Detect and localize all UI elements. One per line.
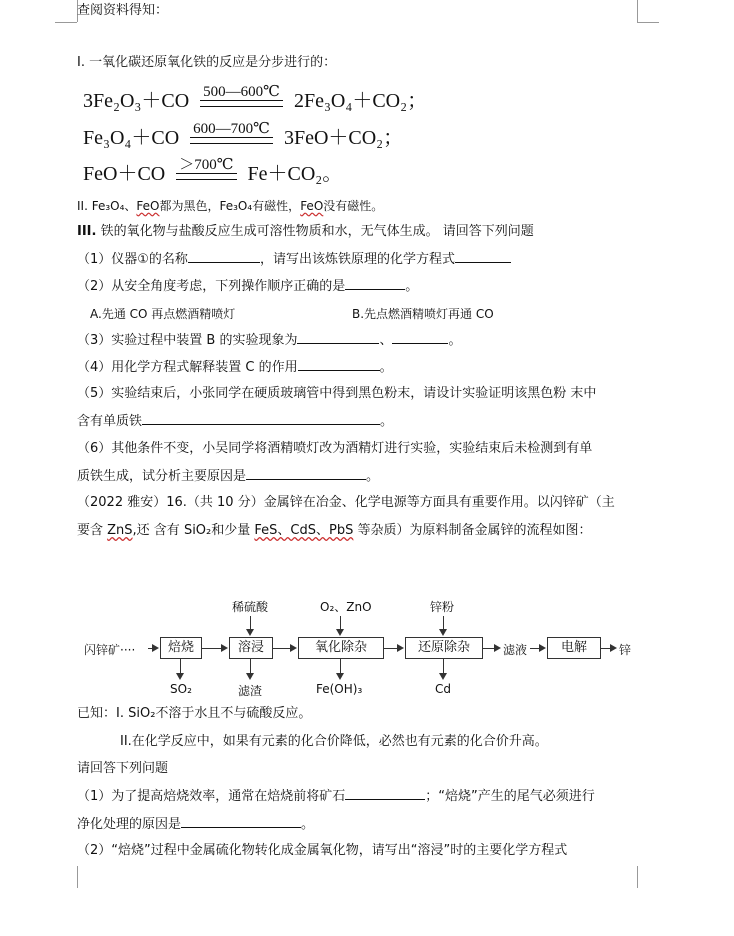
question-6: （6）其他条件不变，小吴同学将酒精喷灯改为酒精灯进行实验，实验结束后未检测到有单: [77, 441, 593, 456]
intro-text: 查阅资料得知：: [77, 3, 169, 18]
question-3: （3）实验过程中装置 B 的实验现象为 、 。: [77, 333, 462, 348]
crop-mark-tl-h: [55, 22, 77, 23]
question-1: （1）仪器①的名称 ，请写出该炼铁原理的化学方程式: [77, 250, 511, 269]
answer-prompt: 请回答下列问题: [77, 761, 169, 776]
flow-output-residue: 滤渣: [238, 684, 263, 698]
question-6-cont: 质铁生成，试分析主要原因是 。: [77, 469, 380, 484]
eq3-condition: ＞700℃: [176, 157, 236, 186]
eq1-right: 2Fe₃O₄＋CO₂；: [293, 90, 428, 112]
flow-input-acid: 稀硫酸: [232, 600, 269, 614]
flow-step-leach: 溶浸: [229, 637, 273, 659]
flow-output-feoh3: Fe(OH)₃: [316, 682, 363, 696]
part-b-question-1: （1）为了提高焙烧效率，通常在焙烧前将矿石 ；“焙烧”产生的尾气必须进行: [77, 789, 595, 804]
eq1-condition: 500—600℃: [200, 84, 283, 113]
crop-mark-tr-h: [637, 22, 659, 23]
crop-mark-tr-v: [637, 0, 638, 22]
part-b-question-1-cont: 净化处理的原因是 。: [77, 817, 315, 832]
problem-16-cont: 要含 ZnS,还 含有 SiO₂和少量 FeS、CdS、PbS 等杂质）为原料制备金属锌的流程如图：: [77, 523, 592, 538]
crop-mark-bl-v: [77, 866, 78, 888]
eq2-right: 3FeO＋CO₂；: [283, 127, 404, 149]
note-1: I. 一氧化碳还原氧化铁的反应是分步进行的：: [77, 55, 337, 70]
question-2-option-a: A.先通 CO 再点燃酒精喷灯: [90, 307, 236, 321]
flow-zinc: 锌: [619, 643, 632, 657]
equation-1: [83, 84, 427, 113]
crop-mark-br-v: [637, 866, 638, 888]
question-2-option-b: B.先点燃酒精喷灯再通 CO: [352, 307, 494, 321]
eq3-left: FeO＋CO: [83, 163, 166, 185]
flow-start: 闪锌矿····: [84, 643, 136, 657]
known-2: II.在化学反应中，如果有元素的化合价降低，必然也有元素的化合价升高。: [120, 734, 548, 749]
equation-2: [83, 121, 403, 150]
note-3: III. 铁的氧化物与盐酸反应生成可溶性物质和水，无气体生成。 请回答下列问题: [77, 224, 534, 239]
flow-step-electrolysis: 电解: [547, 637, 601, 659]
eq2-condition: 600—700℃: [190, 121, 273, 150]
question-2: （2）从安全角度考虑，下列操作顺序正确的是 。: [77, 279, 419, 294]
known-1: 已知：I. SiO₂不溶于水且不与硫酸反应。: [77, 706, 312, 721]
flow-input-o2-zno: O₂、ZnO: [320, 600, 372, 614]
flow-output-cd: Cd: [435, 682, 451, 696]
flow-step-reduce: 还原除杂: [405, 637, 483, 659]
flow-output-so2: SO₂: [170, 682, 192, 696]
eq3-right: Fe＋CO₂。: [247, 163, 343, 185]
flow-input-zinc-powder: 锌粉: [430, 600, 455, 614]
flow-step-oxidize: 氧化除杂: [298, 637, 384, 659]
note-2: II. Fe₃O₄、FeO都为黑色，Fe₃O₄有磁性，FeO没有磁性。: [77, 199, 384, 213]
eq2-left: Fe₃O₄＋CO: [83, 127, 180, 149]
question-4: （4）用化学方程式解释装置 C 的作用 。: [77, 360, 393, 375]
question-5-cont: 含有单质铁 。: [77, 414, 394, 429]
flow-filtrate: 滤液: [503, 643, 528, 657]
equation-3: [83, 157, 342, 186]
question-5: （5）实验结束后，小张同学在硬质玻璃管中得到黑色粉末，请设计实验证明该黑色粉 末中: [77, 386, 597, 401]
eq1-left: 3Fe₂O₃＋CO: [83, 90, 190, 112]
part-b-question-2: （2）“焙烧”过程中金属硫化物转化成金属氧化物，请写出“溶浸”时的主要化学方程式: [77, 843, 568, 858]
flow-step-roast: 焙烧: [160, 637, 202, 659]
problem-16: （2022 雅安）16.（共 10 分）金属锌在冶金、化学电源等方面具有重要作用。以闪锌矿（主: [77, 495, 615, 510]
